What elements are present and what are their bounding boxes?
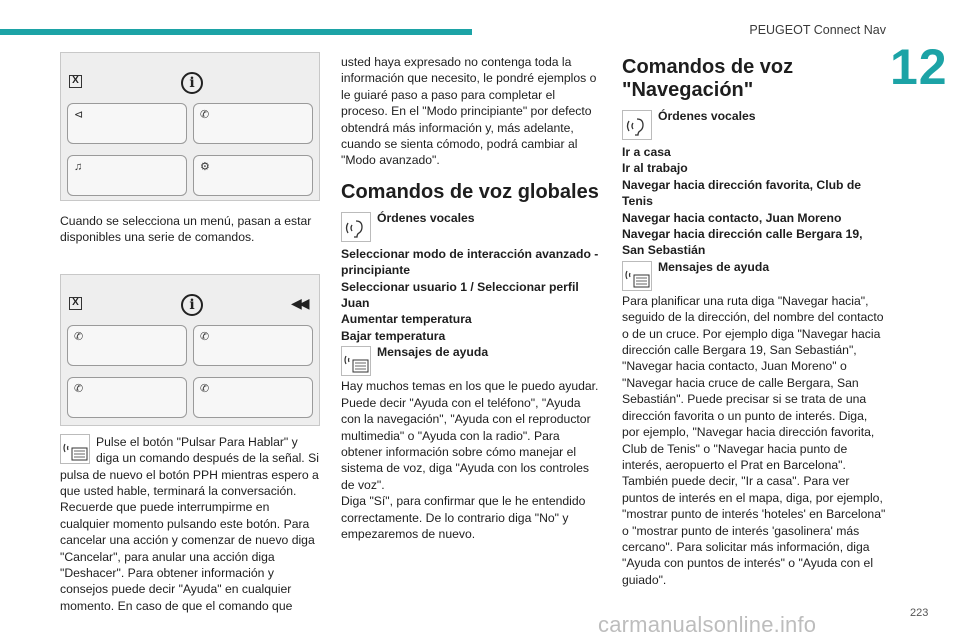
phone-icon: ✆ [200,109,210,121]
menu-button-navigation [67,103,187,144]
voice-keyboard-icon [60,434,90,464]
menu-button-settings [193,155,313,196]
help-messages-header [622,261,886,291]
info-icon: i [181,294,203,316]
navigation-arrow-icon: ⊲ [74,109,84,121]
section-heading-navigation: Comandos de voz "Navegación" [622,56,794,101]
press-to-talk-paragraph: Pulse el botón "Pulsar Para Hablar" y diga un comando después de la señal. Si pulsa de nuevo el botón PPH mientras espero a que usted hable, terminará la conversación. Recuerde que puede interrumpirme en cualquier momento pulsando este botón. Para cancelar una acción y comenzar de nuevo diga "Cancelar", para anular una acción diga "Deshacer". Para obtener información y consejos puede decir "Ayuda" en cualquier momento. En caso de que el comando que [60,434,319,613]
section-heading-global: Comandos de voz globales [341,180,599,203]
menu-button-phone-3 [67,377,187,418]
voice-command-icon [341,212,371,242]
menu-button-phone-2 [193,325,313,366]
command-item: Seleccionar usuario 1 / Seleccionar perfil Juan [341,279,579,311]
command-item: Navegar hacia contacto, Juan Moreno [622,210,842,225]
chapter-number: 12 [890,39,948,95]
close-icon: X [69,297,82,310]
voice-commands-label: Órdenes vocales [377,210,475,225]
global-command-list [341,246,603,344]
continuation-paragraph: usted haya expresado no contenga toda la información que necesito, le pondré ejemplos o le guiaré paso a paso para completar el proceso. En el "Modo principiante" por defecto obtendrá más información y, más adelante, cuando se sienta cómodo, podrá cambiar al "Modo avanzado". [341,55,597,168]
navigation-help-paragraph: Para planificar una ruta diga "Navegar hacia", seguido de la dirección, del nombre del contacto o de un cruce. Por ejemplo diga "Navegar hacia dirección calle Bergara 19, San Sebastián", "Navegar hacia contacto, Juan Moreno" o "Navegar hacia cruce de calle Bergara, San Sebastián". Puede precisar si se trata de una dirección favorita o un punto de interés. Diga, por ejemplo, "Navegar hacia dirección favorita, Club de Tenis" o "Navegar hacia punto de interés, aeropuerto el Prat en Barcelona". También puede decir, "Ir a casa". Para ver puntos de interés en el mapa, diga, por ejemplo, "mostrar punto de interés 'hoteles' en Barcelona" o "mostrar punto de interés 'gasolinera' más cercano". Para solicitar más información, diga "Ayuda con puntos de interés" o "Ayuda con el guiado". [622,293,886,587]
help-paragraph: Hay muchos temas en los que le puedo ayudar. Puede decir "Ayuda con el teléfono", "Ayuda con la navegación", "Ayuda con el reproductor multimedia" o "Ayuda con la radio". Para obtener información sobre cómo manejar el sistema de voz, diga "Ayuda con los controles de voz". [341,379,599,492]
gear-icon: ⚙ [200,161,210,173]
navigation-command-list [622,144,886,259]
help-messages-label: Mensajes de ayuda [658,259,770,274]
command-item: Aumentar temperatura [341,312,472,327]
close-icon: X [69,75,82,88]
music-note-icon: ♫ [74,161,83,173]
menu-screen-illustration-1 [60,52,320,201]
menu-button-phone-1 [67,325,187,366]
voice-commands-label: Órdenes vocales [658,109,756,123]
column-2 [341,54,603,542]
intro-paragraph: Cuando se selecciona un menú, pasan a estar disponibles una serie de comandos. [60,214,312,245]
header-title: PEUGEOT Connect Nav [749,23,886,37]
voice-commands-header [341,212,603,242]
press-to-talk-block [60,434,322,614]
voice-keyboard-icon [341,346,371,376]
confirm-paragraph: Diga "Sí", para confirmar que le he entendido correctamente. De lo contrario diga "No" y empezaremos de nuevo. [341,494,586,541]
menu-button-phone-4 [193,377,313,418]
rewind-icon: ◀◀ [291,294,307,311]
voice-command-icon [622,110,652,140]
help-messages-header [341,346,603,376]
menu-screen-illustration-2 [60,274,320,426]
column-3 [622,56,886,588]
command-item: Ir al trabajo [622,161,688,176]
command-item: Navegar hacia dirección calle Bergara 19, San Sebastián [622,227,863,258]
command-item: Seleccionar modo de interacción avanzado - principiante [341,246,599,278]
command-item: Navegar hacia dirección favorita, Club de Tenis [622,177,862,209]
phone-icon: ✆ [200,330,210,343]
menu-button-phone [193,103,313,144]
watermark: carmanualsonline.info [598,612,817,637]
help-messages-label: Mensajes de ayuda [377,345,489,360]
phone-icon: ✆ [74,382,84,395]
command-item: Ir a casa [622,145,671,159]
voice-commands-header [622,110,886,140]
phone-icon: ✆ [74,330,84,343]
voice-keyboard-icon [622,261,652,291]
header-accent-bar [0,29,472,35]
phone-icon: ✆ [200,382,210,395]
column-1 [60,52,322,614]
menu-button-media [67,155,187,196]
page-number: 223 [910,607,929,619]
command-item: Bajar temperatura [341,328,446,343]
info-icon: i [181,72,203,94]
